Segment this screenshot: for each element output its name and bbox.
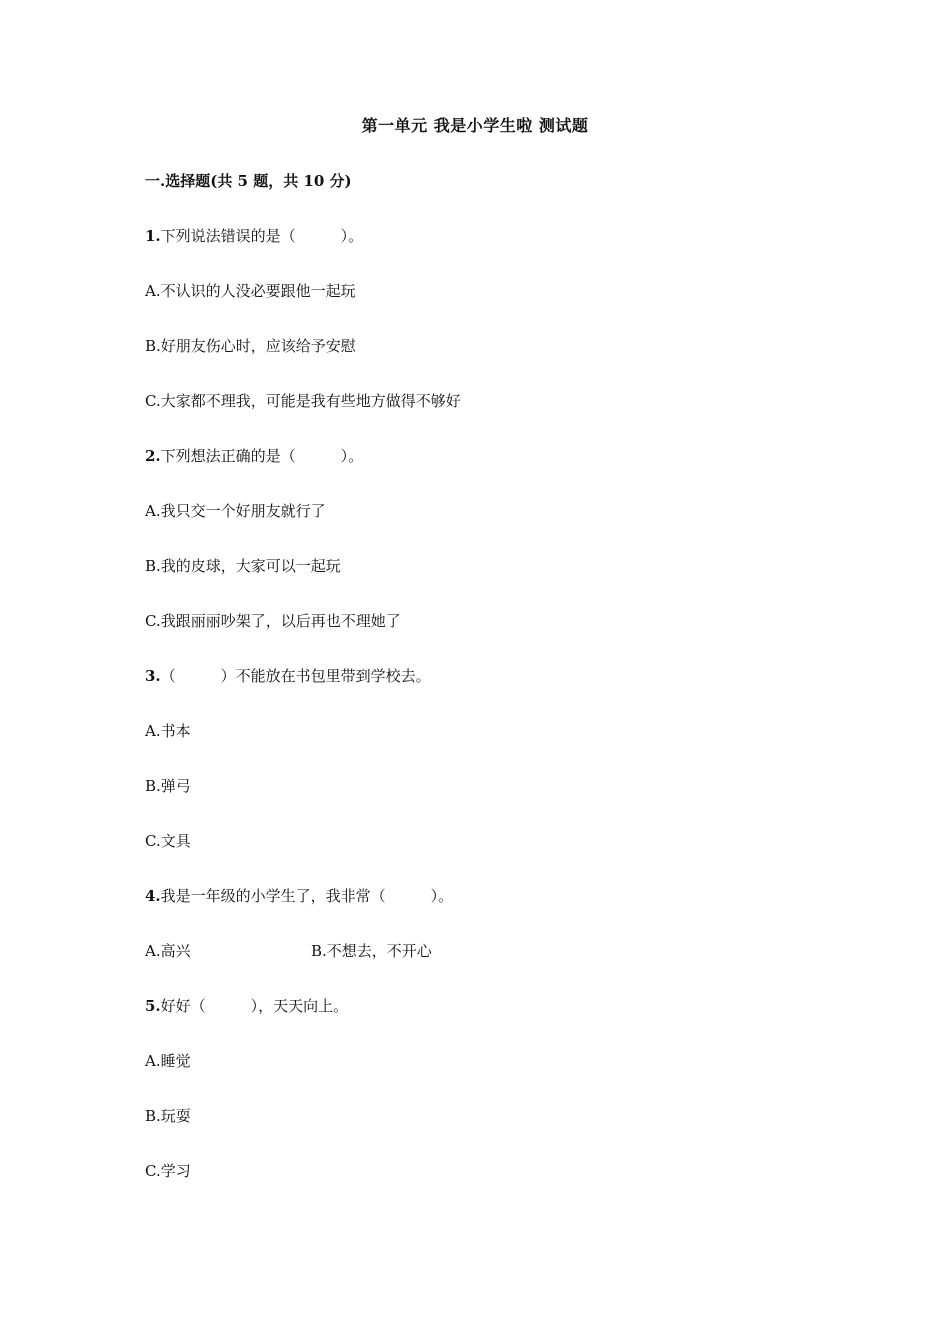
question-3 bbox=[145, 664, 431, 688]
question-stem: 我是一年级的小学生了，我非常（ ）。 bbox=[160, 887, 454, 905]
page-title: 第一单元 我是小学生啦 测试题 bbox=[361, 116, 589, 135]
question-3-option-b: B.弹弓 bbox=[145, 777, 191, 795]
question-stem: 好好（ ），天天向上。 bbox=[160, 997, 349, 1015]
question-4 bbox=[145, 884, 453, 908]
question-1-option-a: A.不认识的人没必要跟他一起玩 bbox=[145, 282, 356, 300]
question-2-option-b: B.我的皮球，大家可以一起玩 bbox=[145, 557, 341, 575]
question-5-option-b: B.玩耍 bbox=[145, 1107, 191, 1125]
question-5-option-a: A.睡觉 bbox=[145, 1052, 191, 1070]
question-2-option-c: C.我跟丽丽吵架了，以后再也不理她了 bbox=[145, 612, 401, 630]
question-stem: （ ）不能放在书包里带到学校去。 bbox=[160, 667, 431, 685]
question-1-option-b: B.好朋友伤心时，应该给予安慰 bbox=[145, 337, 356, 355]
question-number: 2. bbox=[145, 447, 161, 465]
question-2 bbox=[145, 444, 363, 468]
section-heading: 一.选择题(共 5 题，共 10 分) bbox=[145, 172, 352, 190]
question-stem: 下列想法正确的是（ ）。 bbox=[160, 447, 364, 465]
question-3-option-c: C.文具 bbox=[145, 832, 191, 850]
question-1 bbox=[145, 224, 363, 248]
question-number: 3. bbox=[145, 667, 161, 685]
question-1-option-c: C.大家都不理我，可能是我有些地方做得不够好 bbox=[145, 392, 461, 410]
question-4-option-a: A.高兴 bbox=[145, 942, 191, 960]
question-number: 4. bbox=[145, 887, 161, 905]
question-4-option-b: B.不想去，不开心 bbox=[311, 942, 432, 960]
question-2-option-a: A.我只交一个好朋友就行了 bbox=[145, 502, 326, 520]
question-number: 5. bbox=[145, 997, 161, 1015]
question-3-option-a: A.书本 bbox=[145, 722, 191, 740]
question-5-option-c: C.学习 bbox=[145, 1162, 191, 1180]
question-stem: 下列说法错误的是（ ）。 bbox=[160, 227, 364, 245]
question-number: 1. bbox=[145, 227, 161, 245]
question-5 bbox=[145, 994, 348, 1018]
